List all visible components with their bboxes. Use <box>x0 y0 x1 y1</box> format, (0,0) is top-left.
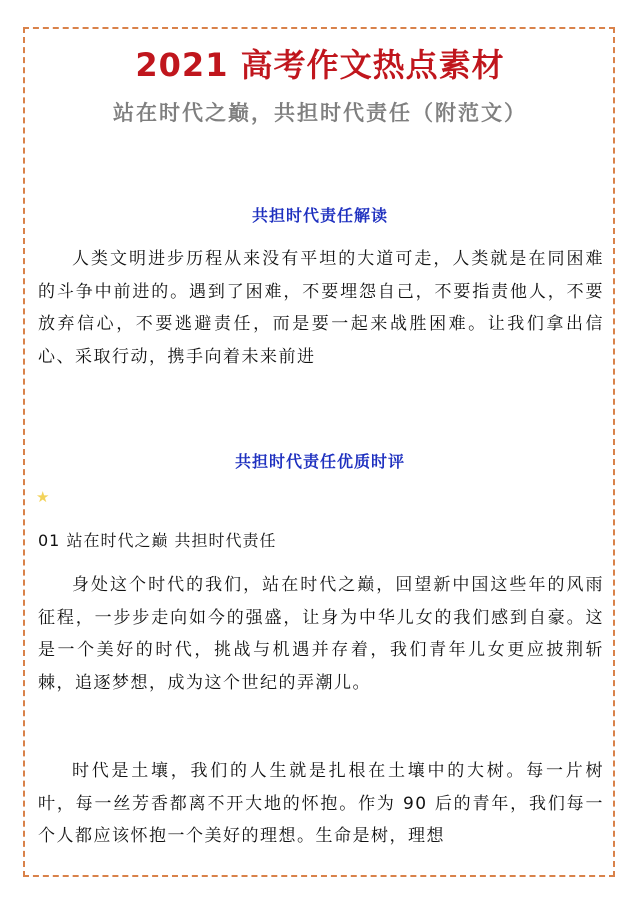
commentary-item-title: 01 站在时代之巅 共担时代责任 <box>38 531 277 550</box>
page-title: 2021 高考作文热点素材 <box>135 46 505 84</box>
interpretation-paragraph: 人类文明进步历程从来没有平坦的大道可走，人类就是在同困难的斗争中前进的。遇到了困难，不要埋怨自己，不要指责他人，不要放弃信心，不要逃避责任，而是要一起来战胜困难。让我们拿出信心、采取行动，携手向着未来前进 <box>38 249 604 367</box>
page-subtitle: 站在时代之巅，共担时代责任（附范文） <box>113 101 527 125</box>
section-heading-interpretation: 共担时代责任解读 <box>251 206 388 225</box>
commentary-paragraph-1: 身处这个时代的我们，站在时代之巅，回望新中国这些年的风雨征程，一步步走向如今的强盛，让身为中华儿女的我们感到自豪。这是一个美好的时代，挑战与机遇并存着，我们青年儿女更应披荆斩棘，追逐梦想，成为这个世纪的弄潮儿。 <box>38 575 604 693</box>
section-heading-commentary: 共担时代责任优质时评 <box>234 452 405 471</box>
commentary-paragraph-2: 时代是土壤，我们的人生就是扎根在土壤中的大树。每一片树叶，每一丝芳香都离不开大地的怀抱。作为 90 后的青年，我们每一个人都应该怀抱一个美好的理想。生命是树，理想 <box>38 761 604 846</box>
star-icon: ★ <box>36 488 50 506</box>
